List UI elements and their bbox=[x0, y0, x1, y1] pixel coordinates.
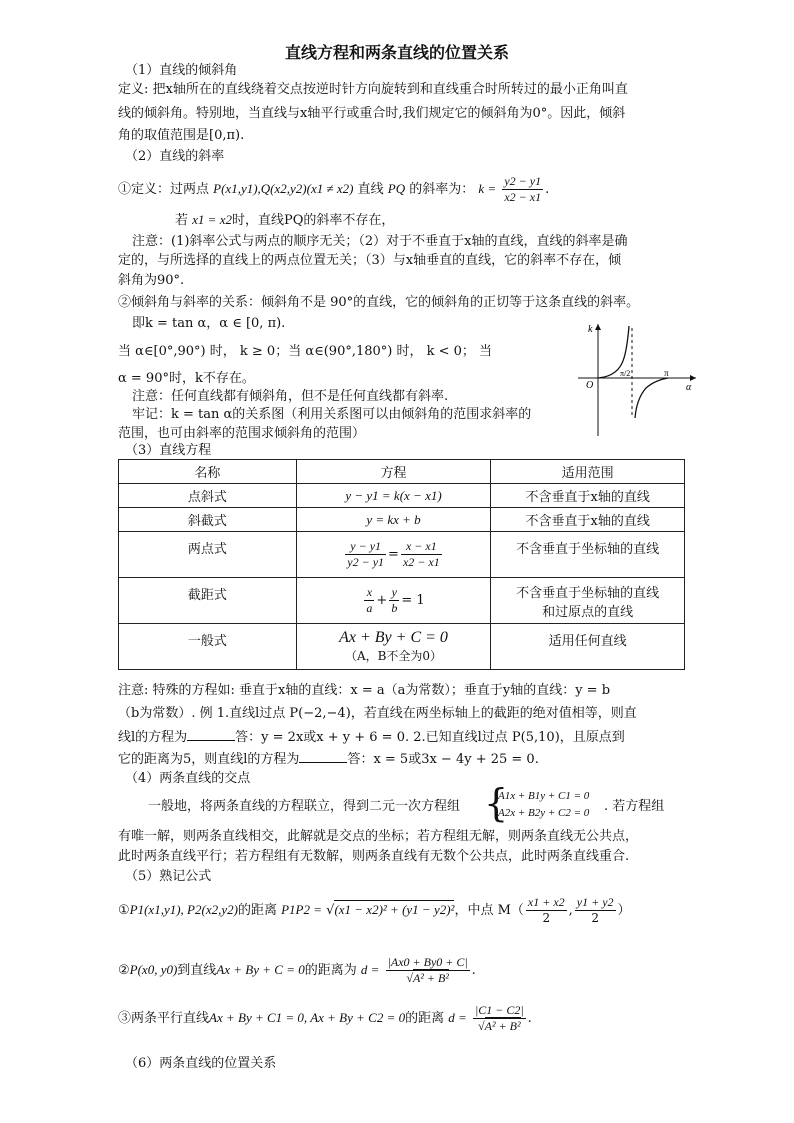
slope-def-line: 直线 bbox=[357, 182, 384, 197]
intercept-x-fraction bbox=[364, 585, 374, 616]
slope-note-line-3: 斜角为90°. bbox=[118, 273, 185, 288]
row-scope: 不含垂直于x轴的直线 bbox=[491, 508, 685, 532]
fraction-denominator: √A² + B² bbox=[406, 971, 449, 985]
slope-k-eq: k = bbox=[478, 181, 497, 196]
header-name: 名称 bbox=[119, 460, 297, 484]
formula-3-end: . bbox=[527, 1011, 532, 1026]
formula-2-radicand: A² + B² bbox=[412, 971, 449, 985]
row-equation bbox=[296, 532, 491, 578]
example-1-prompt: 线l的方程为 bbox=[118, 730, 188, 745]
parallel-distance-formula bbox=[118, 1003, 532, 1034]
formula-3-post: 的距离 bbox=[405, 1011, 445, 1026]
angle-90-case: α = 90°时，k不存在。 bbox=[118, 371, 255, 386]
header-equation: 方程 bbox=[296, 460, 491, 484]
example-line-2 bbox=[118, 728, 625, 747]
fraction-numerator: |Ax0 + By0 + C| bbox=[387, 955, 468, 969]
slope-end: . bbox=[545, 182, 550, 197]
table-row bbox=[119, 624, 685, 670]
table-row bbox=[119, 532, 685, 578]
formula-2-marker: ② bbox=[118, 963, 130, 978]
slope-def-label: ①定义：过两点 bbox=[118, 182, 210, 197]
fraction-denominator: y2 − y1 bbox=[347, 555, 385, 569]
pi-half-label: π/2 bbox=[620, 369, 631, 378]
slope-numerator: y2 − y1 bbox=[504, 174, 542, 188]
s1-definition-line-3: 角的取值范围是[0,π). bbox=[118, 128, 245, 143]
row-name: 截距式 bbox=[119, 578, 297, 624]
origin-label: O bbox=[586, 380, 594, 391]
example-2-answer: 答：x = 5或3x − 4y + 25 = 0. bbox=[347, 752, 539, 767]
equals-sign: = bbox=[388, 547, 399, 562]
fraction-numerator: x − x1 bbox=[401, 539, 442, 555]
slope-fraction bbox=[502, 174, 543, 205]
general-equation-note: （A，B不全为0） bbox=[344, 649, 443, 663]
angle-note: 注意：任何直线都有倾斜角，但不是任何直线都有斜率. bbox=[132, 389, 449, 404]
fraction-denominator: 2 bbox=[542, 911, 551, 925]
table-header-row bbox=[119, 460, 685, 484]
row-name: 一般式 bbox=[119, 624, 297, 670]
formula-3-radicand: A² + B² bbox=[484, 1019, 521, 1033]
slope-def-points: P(x1,y1),Q(x2,y2)(x1 ≠ x2) bbox=[213, 181, 354, 196]
row-equation bbox=[296, 578, 491, 624]
formula-3-fraction bbox=[473, 1003, 526, 1034]
slope-definition bbox=[118, 174, 549, 205]
formula-1-radicand: (x1 − x2)² + (y1 − y2)² bbox=[334, 902, 455, 917]
table-row bbox=[119, 578, 685, 624]
formula-2-d: d = bbox=[360, 962, 380, 977]
s1-definition-line-2: 线的倾斜角。特别地，当直线与x轴平行或重合时,我们规定它的倾斜角为0°。因此，倾斜 bbox=[118, 106, 626, 121]
slope-def-tail: 的斜率为： bbox=[409, 182, 475, 197]
remember-line-1: 牢记：k = tan α的关系图（利用关系图可以由倾斜角的范围求斜率的 bbox=[132, 407, 532, 422]
intercept-y-fraction bbox=[389, 585, 399, 616]
fraction-denominator: a bbox=[366, 601, 373, 615]
answer-blank bbox=[299, 750, 347, 763]
formula-1-lhs: P1P2 = bbox=[281, 902, 322, 917]
fraction-numerator: x bbox=[364, 585, 374, 601]
system-brace: { bbox=[484, 781, 509, 825]
section-4-heading: （4）两条直线的交点 bbox=[125, 771, 251, 786]
formula-1-end: ） bbox=[617, 903, 631, 918]
alpha-axis-arrow bbox=[690, 375, 696, 381]
k-axis-arrow bbox=[595, 324, 601, 330]
tangent-graph bbox=[576, 320, 698, 438]
system-equation-2: A2x + B2y + C2 = 0 bbox=[498, 807, 590, 819]
section-6-heading: （6）两条直线的位置关系 bbox=[125, 1056, 277, 1071]
fraction-numerator: |C1 − C2| bbox=[474, 1003, 524, 1017]
angle-slope-relation: ②倾斜角与斜率的关系：倾斜角不是 90°的直线，它的倾斜角的正切等于这条直线的斜率。 bbox=[118, 295, 640, 310]
general-equation: Ax + By + C = 0 bbox=[339, 629, 448, 646]
row-equation: y − y1 = k(x − x1) bbox=[296, 484, 491, 508]
row-scope-line-2: 和过原点的直线 bbox=[542, 604, 634, 620]
slope-denominator: x2 − x1 bbox=[504, 190, 542, 204]
row-name: 点斜式 bbox=[119, 484, 297, 508]
fraction-numerator: y − y1 bbox=[345, 539, 386, 555]
special-equations-note: 注意: 特殊的方程如: 垂直于x轴的直线：x = a（a为常数）；垂直于y轴的直线：y = b bbox=[118, 683, 611, 698]
fraction-numerator: x1 + x2 bbox=[527, 895, 565, 909]
pi-label: π bbox=[664, 368, 669, 378]
formula-2-mid: 到直线 bbox=[177, 963, 217, 978]
section-5-heading: （5）熟记公式 bbox=[125, 869, 212, 884]
formula-1-midpoint: ，中点 M（ bbox=[454, 903, 524, 918]
section-2-heading: （2）直线的斜率 bbox=[125, 149, 225, 164]
example-1-line-1: （b为常数）. 例 1.直线l过点 P(−2,−4)，若直线在两坐标轴上的截距的绝对值相等，则直 bbox=[118, 706, 637, 721]
example-1-answer: 答：y = 2x或x + y + 6 = 0. 2.已知直线l过点 P(5,10)，且原点到 bbox=[235, 730, 625, 745]
formula-1-points: P1(x1,y1), P2(x2,y2) bbox=[129, 902, 238, 917]
intersection-line-2: 有唯一解，则两条直线相交，此解就是交点的坐标；若方程组无解，则两条直线无公共点， bbox=[118, 829, 639, 844]
row-scope-line-1: 不含垂直于坐标轴的直线 bbox=[516, 585, 660, 601]
formula-2-post: 的距离为 bbox=[304, 963, 357, 978]
formula-3-lines: Ax + By + C1 = 0, Ax + By + C2 = 0 bbox=[209, 1010, 406, 1025]
midpoint-y-fraction bbox=[575, 895, 616, 926]
intersection-intro: 一般地，将两条直线的方程联立，得到二元一次方程组 bbox=[148, 799, 461, 814]
plus-sign: + bbox=[376, 593, 388, 608]
formula-1-mid: 的距离 bbox=[237, 903, 277, 918]
row-equation bbox=[296, 624, 491, 670]
header-scope: 适用范围 bbox=[491, 460, 685, 484]
slope-def-pq: PQ bbox=[387, 181, 406, 196]
section-1-heading: （1）直线的倾斜角 bbox=[125, 63, 238, 78]
fraction-denominator: b bbox=[391, 601, 398, 615]
slope-undefined-pre: 若 bbox=[175, 213, 189, 228]
row-scope: 适用任何直线 bbox=[491, 624, 685, 670]
midpoint-x-fraction bbox=[526, 895, 567, 926]
slope-undefined-math: x1 = x2 bbox=[192, 212, 232, 227]
fraction-denominator: 2 bbox=[591, 911, 599, 925]
k-axis-label: k bbox=[588, 324, 593, 335]
two-point-left-fraction bbox=[345, 539, 386, 570]
remember-line-2: 范围，也可由斜率的范围求倾斜角的范围） bbox=[118, 426, 366, 441]
row-name: 两点式 bbox=[119, 532, 297, 578]
section-3-heading: （3）直线方程 bbox=[125, 443, 212, 458]
alpha-axis-label: α bbox=[686, 382, 692, 393]
table-row bbox=[119, 508, 685, 532]
system-equation-1: A1x + B1y + C1 = 0 bbox=[498, 790, 590, 802]
table-row bbox=[119, 484, 685, 508]
slope-note-line-1: 注意：(1)斜率公式与两点的顺序无关；（2）对于不垂直于x轴的直线，直线的斜率是确 bbox=[132, 234, 628, 249]
example-line-3 bbox=[118, 750, 539, 769]
formula-2-line: Ax + By + C = 0 bbox=[216, 962, 305, 977]
intersection-intro-tail: . 若方程组 bbox=[604, 799, 665, 814]
fraction-numerator: y1 + y2 bbox=[576, 895, 614, 909]
distance-formula: ①P1(x1,y1), P2(x2,y2)的距离 P1P2 = √(x1 − x2)² + (y1 − y2)²，中点 M（ $\frac{x1 + x2}{2}$ , $\frac{y1 + y2}{2}$ ） bbox=[118, 895, 631, 925]
angle-slope-formula: 即k = tan α，α ∈ [0, π). bbox=[132, 316, 286, 331]
row-name: 斜截式 bbox=[119, 508, 297, 532]
sqrt-sign: √ bbox=[326, 903, 335, 918]
page-title: 直线方程和两条直线的位置关系 bbox=[284, 43, 509, 62]
example-2-prompt: 它的距离为5，则直线l的方程为 bbox=[118, 752, 300, 767]
formula-2-end: . bbox=[471, 963, 476, 978]
line-equation-table bbox=[118, 459, 685, 670]
row-equation: y = kx + b bbox=[296, 508, 491, 532]
two-point-right-fraction bbox=[401, 539, 442, 570]
intersection-line-3: 此时两条直线平行；若方程组有无数解，则两条直线有无数个公共点，此时两条直线重合. bbox=[118, 849, 630, 864]
fraction-denominator: x2 − x1 bbox=[402, 555, 440, 569]
angle-slope-cases: 当 α∈[0°,90°) 时， k ≥ 0；当 α∈(90°,180°) 时， k < 0； 当 bbox=[118, 344, 493, 359]
row-scope bbox=[491, 578, 685, 624]
formula-2-fraction bbox=[386, 955, 470, 986]
equals-one: = 1 bbox=[401, 593, 425, 608]
formula-3-pre: ③两条平行直线 bbox=[118, 1011, 210, 1026]
formula-3-d: d = bbox=[448, 1010, 467, 1025]
row-scope: 不含垂直于x轴的直线 bbox=[491, 484, 685, 508]
answer-blank bbox=[187, 728, 235, 741]
formula-1-marker: ① bbox=[118, 903, 130, 918]
fraction-numerator: y bbox=[389, 585, 399, 601]
tan-branch-right bbox=[635, 378, 668, 418]
fraction-denominator: √A² + B² bbox=[478, 1019, 521, 1033]
row-scope: 不含垂直于坐标轴的直线 bbox=[491, 532, 685, 578]
formula-2-point: P(x0, y0) bbox=[129, 962, 178, 977]
slope-undefined-post: 时，直线PQ的斜率不存在， bbox=[231, 213, 395, 228]
point-line-distance-formula bbox=[118, 955, 476, 986]
slope-undefined-note bbox=[175, 211, 394, 230]
slope-note-line-2: 定的，与所选择的直线上的两点位置无关；（3）与x轴垂直的直线，它的斜率不存在，倾 bbox=[118, 253, 622, 268]
s1-definition-line-1: 定义: 把x轴所在的直线绕着交点按逆时针方向旋转到和直线重合时所转过的最小正角叫直 bbox=[118, 82, 628, 97]
